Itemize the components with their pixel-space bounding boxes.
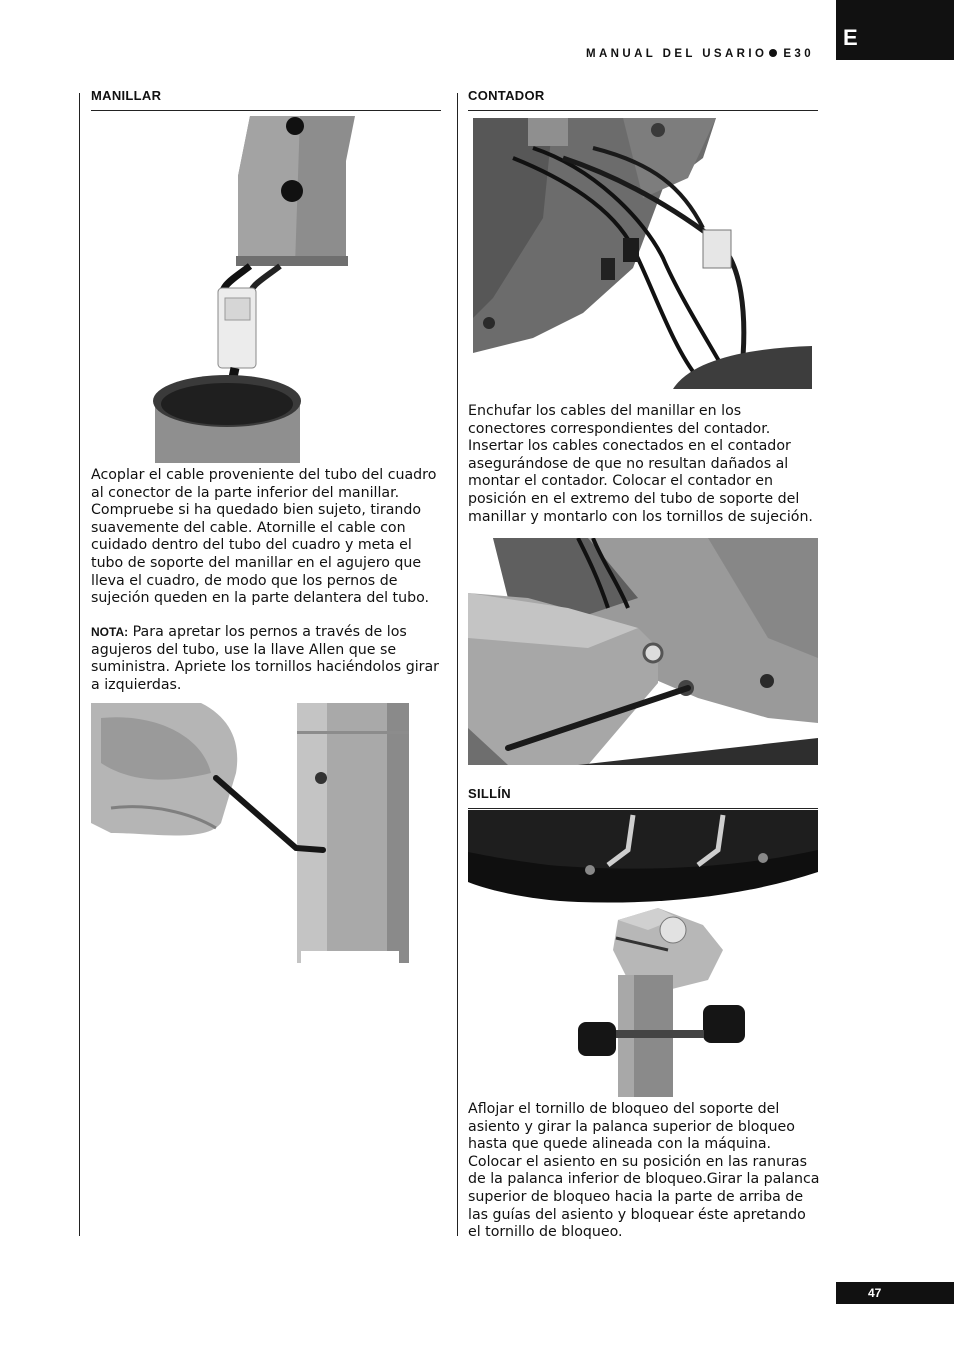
left-column-rule (79, 93, 80, 1236)
manillar-instructions: Acoplar el cable proveniente del tubo del cuadro al conector de la parte inferior del manillar. Compruebe si ha quedado bien sujeto, tirando suavemente del cable. Atornille el cable con cuidado dentro del tubo del cuadro y meta el tubo de soporte del manillar en el agujero que lleva el cuadro, de modo que los pernos de sujeción queden en la parte delantera del tubo. (91, 467, 437, 607)
page-number: 47 (868, 1286, 882, 1300)
bullet-icon (769, 49, 777, 57)
sillin-title: SILLÍN (468, 786, 511, 801)
contador-instructions: Enchufar los cables del manillar en los conectores correspondientes del contador. Insertar los cables conectados en el contador asegurándose de que no resultan dañados al montar el contador. Colocar el contador en posición en el extremo del tubo de soporte del manillar y montarlo con los tornillos de sujeción. (468, 403, 813, 525)
sillin-instructions: Aflojar el tornillo de bloqueo del soporte del asiento y girar la palanca superior de bloqueo hasta que quede alineada con la máquina. Colocar el asiento en su posición en las ranuras de la palanca inferior de bloqueo.Girar la palanca superior de bloqueo hacia la parte de arriba de las guías del asiento y bloquear éste apretando el tornillo de bloqueo. (468, 1101, 820, 1241)
allen-key-photo (91, 703, 409, 963)
contador-title-rule (468, 110, 818, 111)
console-mounting-photo (468, 538, 818, 765)
manillar-title: MANILLAR (91, 88, 162, 103)
sillin-title-rule (468, 808, 818, 809)
manillar-note (91, 624, 443, 694)
note-text: Para apretar los pernos a través de los agujeros del tubo, use la llave Allen que se suministra. Apriete los tornillos haciéndolos girar a izquierdas. (91, 624, 440, 693)
model-name: E30 (783, 48, 814, 60)
page-number-box (836, 1282, 954, 1304)
running-header (586, 48, 814, 60)
console-cables-photo (473, 118, 812, 389)
contador-title: CONTADOR (468, 88, 545, 103)
manual-title: MANUAL DEL USARIO (586, 48, 768, 60)
section-tab (836, 0, 954, 60)
handlebar-cable-photo (150, 116, 372, 463)
manillar-title-rule (91, 110, 441, 111)
section-tab-letter: E (843, 25, 858, 50)
seat-lock-photo (468, 810, 818, 1097)
note-label: NOTA: (91, 625, 129, 639)
middle-column-rule (457, 93, 458, 1236)
